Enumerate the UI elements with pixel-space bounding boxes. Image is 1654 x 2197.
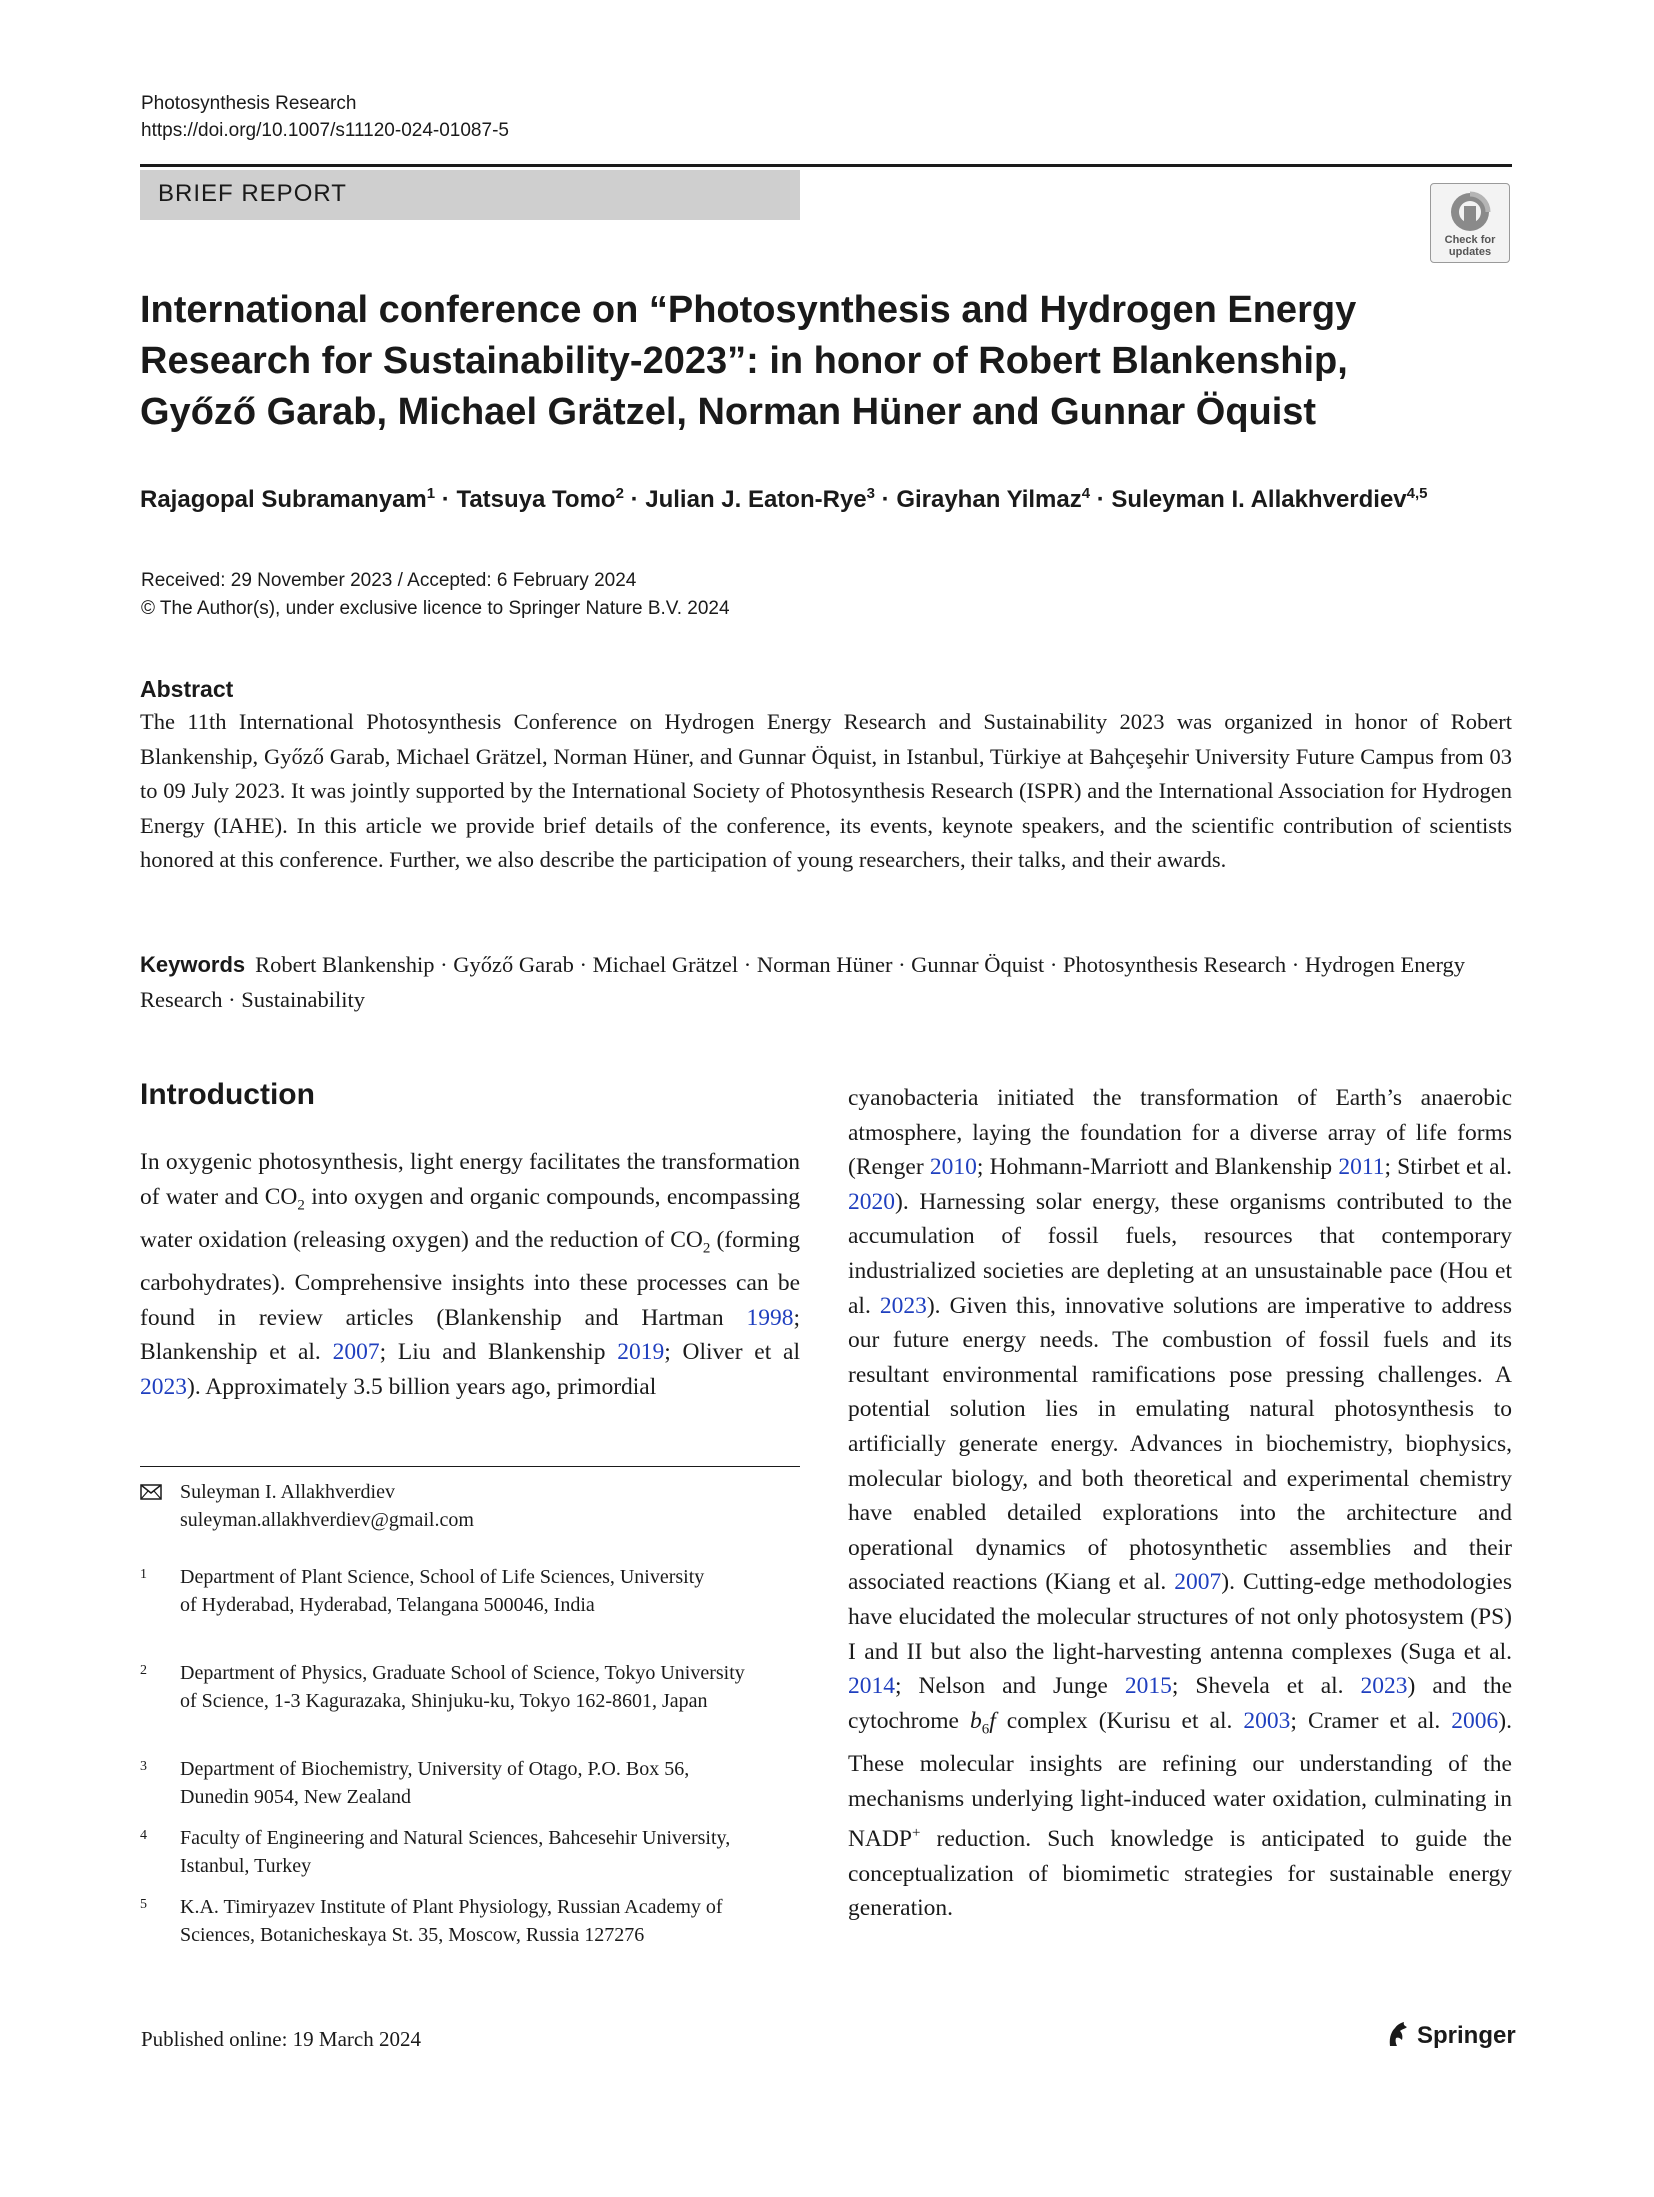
check-updates-icon — [1448, 190, 1492, 234]
introduction-heading: Introduction — [140, 1078, 315, 1111]
citation-link[interactable]: 2010 — [929, 1154, 977, 1181]
copyright-notice: © The Author(s), under exclusive licence to Springer Nature B.V. 2024 — [141, 598, 730, 619]
envelope-icon — [140, 1484, 162, 1500]
author-name[interactable]: Julian J. Eaton-Rye — [645, 486, 867, 513]
abstract-text: The 11th International Photosynthesis Conference on Hydrogen Energy Research and Sustainability 2023 was organized in honor of Robert Blankenship, Győző Garab, Michael Grätzel, Norman Hüner, and Gunnar Öquist, in Istanbul, Türkiye at Bahçeşehir University Future Campus from 03 to 09 July 2023. It was jointly supported by the International Society of Photosynthesis Research (ISPR) and the International Association for Hydrogen Energy (IAHE). In this article we provide brief details of the conference, its events, keynote speakers, and the scientific contribution of scientists honored at this conference. Further, we also describe the participation of young researchers, their talks, and their awards. — [140, 709, 1512, 872]
citation-link[interactable]: 2007 — [1174, 1569, 1222, 1596]
author-affiliation: 4,5 — [1406, 485, 1428, 502]
affiliation-item: 5 K.A. Timiryazev Institute of Plant Physiology, Russian Academy of Sciences, Botanicheskaya St. 35, Moscow, Russia 127276 — [140, 1896, 723, 1946]
keywords-section — [140, 948, 1512, 1017]
springer-horse-icon — [1385, 2020, 1411, 2048]
report-type-label: BRIEF REPORT — [158, 180, 347, 207]
author-name[interactable]: Tatsuya Tomo — [456, 486, 616, 513]
affiliation-item: 4 Faculty of Engineering and Natural Sciences, Bahcesehir University, Istanbul, Turkey — [140, 1827, 731, 1877]
author-separator: · — [623, 486, 646, 513]
doi-link[interactable]: https://doi.org/10.1007/s11120-024-01087-5 — [141, 120, 509, 141]
citation-link[interactable]: 2020 — [848, 1188, 895, 1215]
author-separator: · — [435, 486, 457, 513]
author-affiliation: 4 — [1081, 485, 1091, 502]
citation-link[interactable]: 1998 — [746, 1304, 794, 1331]
citation-link[interactable]: 2023 — [140, 1373, 187, 1400]
published-date: Published online: 19 March 2024 — [141, 2027, 421, 2051]
citation-link[interactable]: 2015 — [1124, 1673, 1172, 1700]
article-dates — [141, 567, 730, 623]
corresponding-email[interactable]: suleyman.allakhverdiev@gmail.com — [180, 1509, 474, 1531]
author-list — [140, 485, 1520, 514]
citation-link[interactable]: 2014 — [848, 1673, 895, 1700]
affiliation-item: 2 Department of Physics, Graduate School of Science, Tokyo University of Science, 1-3 Kagurazaka, Shinjuku-ku, Tokyo 162-8601, Japan — [140, 1662, 745, 1712]
journal-header — [141, 90, 509, 144]
publisher-logo: Springer — [1385, 2020, 1516, 2050]
citation-link[interactable]: 2007 — [332, 1339, 380, 1366]
author-name[interactable]: Suleyman I. Allakhverdiev — [1111, 486, 1407, 513]
keywords-list: Robert Blankenship · Győző Garab · Michael Grätzel · Norman Hüner · Gunnar Öquist · Photosynthesis Research · Hydrogen Energy Research · Sustainability — [140, 952, 1466, 1012]
corresponding-author — [140, 1478, 800, 1534]
affiliation-item: 3 Department of Biochemistry, University of Otago, P.O. Box 56, Dunedin 9054, New Zealand — [140, 1758, 690, 1808]
left-column — [140, 1075, 800, 1405]
author-name[interactable]: Girayhan Yilmaz — [896, 486, 1082, 513]
citation-link[interactable]: 2019 — [617, 1339, 665, 1366]
abstract-section — [140, 673, 1512, 878]
citation-link[interactable]: 2011 — [1338, 1154, 1385, 1181]
check-for-updates-badge[interactable] — [1430, 183, 1510, 263]
citation-link[interactable]: 2006 — [1451, 1707, 1499, 1734]
citation-link[interactable]: 2023 — [1360, 1673, 1408, 1700]
article-title: International conference on “Photosynthesis and Hydrogen Energy Research for Sustainability-2023”: in honor of Robert Blankenship, Győző Garab, Michael Grätzel, Norman Hüner and Gunnar Öquist — [140, 289, 1357, 433]
top-rule — [140, 164, 1512, 167]
introduction-paragraph-left: In oxygenic photosynthesis, light energy facilitates the transformation of water and $CO_2$ into oxygen and organic compounds, encompassing water oxidation (releasing oxygen) and the reduction of $CO_2$ (forming carbohydrates). Comprehensive insights into these processes can be found in review articles (Blankenship and Hartman 1998; Blankenship et al. 2007; Liu and Blankenship 2019; Oliver et al 2023). Approximately 3.5 billion years ago, primordial — [140, 1149, 800, 1400]
check-updates-text: Check for updates — [1444, 234, 1496, 258]
author-affiliation: 1 — [426, 485, 436, 502]
author-separator: · — [874, 486, 897, 513]
keywords-heading: Keywords — [140, 952, 246, 977]
received-accepted: Received: 29 November 2023 / Accepted: 6 February 2024 — [141, 570, 637, 591]
author-affiliation: 3 — [866, 485, 875, 502]
citation-link[interactable]: 2003 — [1243, 1707, 1291, 1734]
citation-link[interactable]: 2023 — [879, 1292, 927, 1319]
introduction-paragraph-right: cyanobacteria initiated the transformation of Earth’s anaerobic atmosphere, laying the foundation for a diverse array of life forms (Renger 2010; Hohmann-Marriott and Blankenship 2011; Stirbet et al. 2020). Harnessing solar energy, these organisms contributed to the accumulation of fossil fuels, resources that contemporary industrialized societies are depleting at an unsustainable pace (Hou et al. 2023). Given this, innovative solutions are imperative to address our future energy needs. The combustion of fossil fuels and its resultant environmental ramifications pose pressing challenges. A potential solution lies in emulating natural photosynthesis to artificially generate energy. Advances in biochemistry, biophysics, molecular biology, and both theoretical and experimental chemistry have enabled detailed explorations into the architecture and operational dynamics of photosynthetic assemblies and their associated reactions (Kiang et al. 2007). Cutting-edge methodologies have elucidated the molecular structures of not only photosystem (PS) I and II but also the light-harvesting antenna complexes (Suga et al. 2014; Nelson and Junge 2015; Shevela et al. 2023) and the cytochrome $b_6f$ complex (Kurisu et al. 2003; Cramer et al. 2006). These molecular insights are refining our understanding of the mechanisms underlying light-induced water oxidation, culminating in NADP+ reduction. Such knowledge is anticipated to guide the conceptualization of biomimetic strategies for sustainable energy generation. — [848, 1085, 1512, 1922]
author-affiliation: 2 — [615, 485, 624, 502]
journal-name: Photosynthesis Research — [141, 93, 357, 114]
corresponding-name: Suleyman I. Allakhverdiev — [180, 1481, 395, 1503]
author-name[interactable]: Rajagopal Subramanyam — [140, 486, 427, 513]
right-column — [848, 1081, 1512, 1926]
abstract-heading: Abstract — [140, 676, 234, 702]
author-separator: · — [1090, 486, 1112, 513]
footnote-rule — [140, 1466, 800, 1467]
affiliation-item: 1 Department of Plant Science, School of Life Sciences, University of Hyderabad, Hyderabad, Telangana 500046, India — [140, 1566, 705, 1616]
